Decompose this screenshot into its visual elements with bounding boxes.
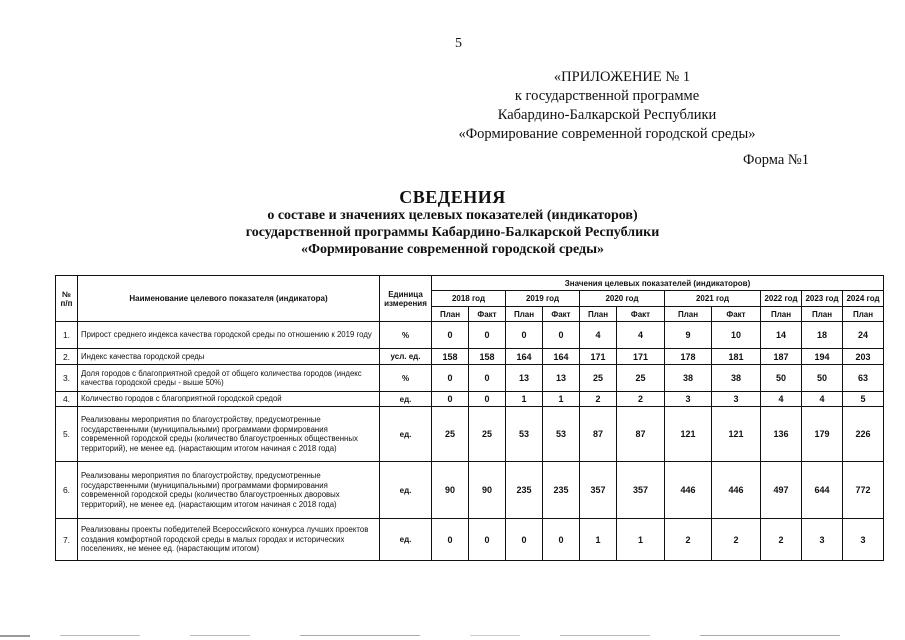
indicator-name: Прирост среднего индекса качества городской среды по отношению к 2019 году (78, 322, 380, 349)
value-cell: 0 (469, 392, 506, 407)
value-cell: 164 (543, 349, 580, 365)
indicator-name: Количество городов с благоприятной городской средой (78, 392, 380, 407)
value-cell: 90 (432, 462, 469, 519)
scan-artifact-line (0, 634, 905, 638)
value-cell: 63 (843, 365, 884, 392)
value-cell: 121 (665, 407, 712, 462)
value-cell: 4 (761, 392, 802, 407)
value-cell: 171 (617, 349, 665, 365)
row-number: 1. (56, 322, 78, 349)
value-cell: 121 (712, 407, 761, 462)
value-cell: 226 (843, 407, 884, 462)
value-cell: 0 (469, 519, 506, 561)
table-row (56, 519, 884, 561)
table-row (56, 365, 884, 392)
value-cell: 772 (843, 462, 884, 519)
header-fact: Факт (469, 307, 506, 322)
row-number: 5. (56, 407, 78, 462)
header-year-2022: 2022 год (761, 291, 802, 307)
header-plan: План (665, 307, 712, 322)
value-cell: 10 (712, 322, 761, 349)
header-indicator-name: Наименование целевого показателя (индикатора) (78, 276, 380, 322)
table-row (56, 462, 884, 519)
value-cell: 1 (506, 392, 543, 407)
value-cell: 0 (432, 519, 469, 561)
value-cell: 9 (665, 322, 712, 349)
value-cell: 158 (432, 349, 469, 365)
appendix-line-2: к государственной программе (514, 88, 700, 104)
value-cell: 50 (761, 365, 802, 392)
appendix-header (427, 68, 787, 144)
indicator-unit: % (380, 322, 432, 349)
value-cell: 446 (665, 462, 712, 519)
header-year-2024: 2024 год (843, 291, 884, 307)
value-cell: 2 (580, 392, 617, 407)
indicator-name: Реализованы мероприятия по благоустройству, предусмотренные государственными (муниципальными) программами формирования современной городской среды (количество благоустроенных дворовых территорий), не менее ед. (нарастающим итогом начиная с 2018 года) (78, 462, 380, 519)
value-cell: 25 (617, 365, 665, 392)
value-cell: 171 (580, 349, 617, 365)
value-cell: 5 (843, 392, 884, 407)
appendix-line-4: «Формирование современной городской среды» (458, 126, 756, 142)
header-plan: План (802, 307, 843, 322)
value-cell: 24 (843, 322, 884, 349)
value-cell: 50 (802, 365, 843, 392)
value-cell: 0 (506, 519, 543, 561)
value-cell: 158 (469, 349, 506, 365)
value-cell: 2 (665, 519, 712, 561)
value-cell: 87 (580, 407, 617, 462)
value-cell: 179 (802, 407, 843, 462)
header-plan: План (580, 307, 617, 322)
value-cell: 0 (543, 322, 580, 349)
header-plan: План (432, 307, 469, 322)
value-cell: 38 (712, 365, 761, 392)
table-row (56, 322, 884, 349)
indicator-name: Индекс качества городской среды (78, 349, 380, 365)
header-fact: Факт (543, 307, 580, 322)
indicator-unit: усл. ед. (380, 349, 432, 365)
header-plan: План (843, 307, 884, 322)
table-row (56, 407, 884, 462)
value-cell: 0 (432, 392, 469, 407)
value-cell: 3 (843, 519, 884, 561)
value-cell: 3 (712, 392, 761, 407)
table-row (56, 349, 884, 365)
header-row-number: № п/п (56, 276, 78, 322)
value-cell: 203 (843, 349, 884, 365)
row-number: 7. (56, 519, 78, 561)
heading-title: СВЕДЕНИЯ (399, 187, 506, 207)
value-cell: 497 (761, 462, 802, 519)
value-cell: 53 (543, 407, 580, 462)
value-cell: 164 (506, 349, 543, 365)
value-cell: 25 (580, 365, 617, 392)
value-cell: 4 (802, 392, 843, 407)
value-cell: 0 (543, 519, 580, 561)
row-number: 2. (56, 349, 78, 365)
header-fact: Факт (712, 307, 761, 322)
value-cell: 53 (506, 407, 543, 462)
row-number: 4. (56, 392, 78, 407)
header-fact: Факт (617, 307, 665, 322)
value-cell: 178 (665, 349, 712, 365)
form-label: Форма №1 (743, 152, 809, 168)
row-number: 3. (56, 365, 78, 392)
value-cell: 1 (543, 392, 580, 407)
value-cell: 0 (432, 322, 469, 349)
indicator-unit: % (380, 365, 432, 392)
value-cell: 235 (506, 462, 543, 519)
value-cell: 25 (469, 407, 506, 462)
row-number: 6. (56, 462, 78, 519)
value-cell: 3 (802, 519, 843, 561)
heading-line-3: «Формирование современной городской среды» (300, 242, 605, 257)
value-cell: 0 (506, 322, 543, 349)
value-cell: 357 (617, 462, 665, 519)
value-cell: 0 (432, 365, 469, 392)
indicator-name: Доля городов с благоприятной средой от общего количества городов (индекс качества городской среды - выше 50%) (78, 365, 380, 392)
value-cell: 3 (665, 392, 712, 407)
value-cell: 644 (802, 462, 843, 519)
value-cell: 194 (802, 349, 843, 365)
header-unit: Единица измерения (380, 276, 432, 322)
value-cell: 2 (617, 392, 665, 407)
page-number: 5 (455, 36, 462, 51)
header-year-2020: 2020 год (580, 291, 665, 307)
value-cell: 187 (761, 349, 802, 365)
heading-line-2: государственной программы Кабардино-Балкарской Республики (245, 225, 660, 240)
header-plan: План (506, 307, 543, 322)
header-year-2019: 2019 год (506, 291, 580, 307)
value-cell: 1 (580, 519, 617, 561)
indicator-name: Реализованы мероприятия по благоустройству, предусмотренные государственными (муниципальными) программами формирования современной городской среды (количество благоустроенных общественных территорий), не менее ед. (нарастающим итогом начиная с 2018 года) (78, 407, 380, 462)
indicator-unit: ед. (380, 462, 432, 519)
value-cell: 2 (761, 519, 802, 561)
heading-line-1: о составе и значениях целевых показателей (индикаторов) (267, 208, 638, 223)
value-cell: 25 (432, 407, 469, 462)
header-year-2018: 2018 год (432, 291, 506, 307)
value-cell: 2 (712, 519, 761, 561)
value-cell: 14 (761, 322, 802, 349)
value-cell: 136 (761, 407, 802, 462)
value-cell: 446 (712, 462, 761, 519)
value-cell: 87 (617, 407, 665, 462)
value-cell: 0 (469, 322, 506, 349)
value-cell: 4 (580, 322, 617, 349)
appendix-line-3: Кабардино-Балкарской Республики (497, 107, 717, 123)
value-cell: 357 (580, 462, 617, 519)
header-year-2023: 2023 год (802, 291, 843, 307)
indicator-unit: ед. (380, 392, 432, 407)
header-values-group: Значения целевых показателей (индикаторов) (432, 276, 884, 291)
indicator-unit: ед. (380, 519, 432, 561)
value-cell: 181 (712, 349, 761, 365)
value-cell: 1 (617, 519, 665, 561)
value-cell: 0 (469, 365, 506, 392)
value-cell: 90 (469, 462, 506, 519)
header-year-2021: 2021 год (665, 291, 761, 307)
value-cell: 18 (802, 322, 843, 349)
value-cell: 235 (543, 462, 580, 519)
indicator-unit: ед. (380, 407, 432, 462)
document-heading (0, 187, 905, 258)
value-cell: 13 (543, 365, 580, 392)
header-plan: План (761, 307, 802, 322)
value-cell: 13 (506, 365, 543, 392)
table-row (56, 392, 884, 407)
indicator-name: Реализованы проекты победителей Всероссийского конкурса лучших проектов создания комфортной городской среды в малых городах и исторических поселениях, не менее ед. (нарастающим итогом) (78, 519, 380, 561)
appendix-line-1: «ПРИЛОЖЕНИЕ № 1 (553, 69, 691, 85)
value-cell: 38 (665, 365, 712, 392)
value-cell: 4 (617, 322, 665, 349)
indicators-table (55, 275, 884, 561)
